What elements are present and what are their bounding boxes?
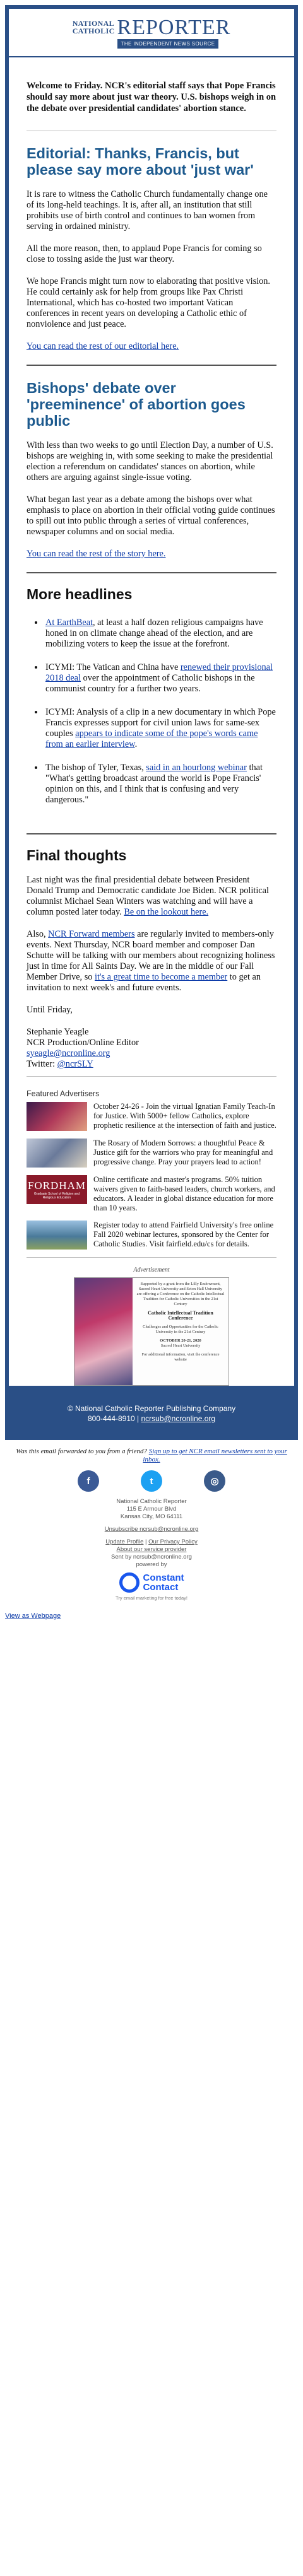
powered-by-text: powered by xyxy=(136,1561,167,1568)
headline-text: that "What's getting broadcast around the world is Pope Francis' opinion on this, and I think that is confusing and very dangerous." xyxy=(45,763,263,805)
headline-link[interactable]: renewed their provisional 2018 deal xyxy=(45,662,273,683)
cc-word-constant: Constant xyxy=(143,1572,184,1583)
bishops-p1: With less than two weeks to go until Election Day, a number of U.S. bishops are weighing in, with some seeking to make the presidential election a referendum on candidates' stances on abortion, while others are arguing against single-issue voting. xyxy=(27,440,273,483)
constant-contact-words xyxy=(143,1573,184,1592)
section-divider xyxy=(27,833,276,834)
facebook-icon[interactable]: f xyxy=(78,1470,99,1492)
editorial-p2: All the more reason, then, to applaud Pope Francis for coming so close to tossing aside the just war theory. xyxy=(27,243,262,264)
ad-image[interactable] xyxy=(27,1139,87,1168)
signature-role: NCR Production/Online Editor xyxy=(27,1038,139,1048)
signature-name: Stephanie Yeagle xyxy=(27,1027,89,1037)
ncr-logo[interactable] xyxy=(73,18,231,49)
org-name: National Catholic Reporter xyxy=(116,1498,187,1505)
signup-link[interactable]: Sign up to get NCR email newsletters sent to your inbox. xyxy=(143,1448,287,1463)
forward-text: Was this email forwarded to you from a friend? xyxy=(16,1448,149,1455)
logo-reporter: REPORTER xyxy=(117,16,231,39)
advertiser-item[interactable] xyxy=(27,1175,276,1213)
logo-national: NATIONAL xyxy=(72,19,114,28)
unsubscribe-link[interactable]: Unsubscribe ncrsub@ncronline.org xyxy=(104,1526,199,1533)
final-thoughts-p2-text: are regularly invited to members-only events. Next Thursday, NCR board member and composer Dan Schutte will be talking with our members about recognizing holiness just in time for All Saints Day. We are in the middle of our Fall Member Drive, so xyxy=(27,929,275,982)
headline-link[interactable]: appears to indicate some of the pope's words came from an earlier interview xyxy=(45,729,258,749)
forward-note xyxy=(13,1448,290,1464)
headline-text: ICYMI: Analysis of a clip in a new documentary in which Pope Francis expresses support for civil union laws for same-sex couples xyxy=(45,707,276,739)
more-headlines-title: More headlines xyxy=(27,586,133,602)
editorial-p3: We hope Francis might turn now to elaborating that positive vision. He could certainly ask for help from groups like Pax Christi International, which has co-hosted two important Vatican conferences in recent years on developing a Catholic ethic of nonviolence and just peace. xyxy=(27,276,270,329)
logo-catholic: CATHOLIC xyxy=(72,26,115,35)
final-thoughts-p2-text: Also, xyxy=(27,929,49,939)
signoff: Until Friday, xyxy=(27,1005,73,1015)
constant-contact-logo[interactable] xyxy=(0,1572,303,1593)
view-webpage-row xyxy=(5,1612,303,1620)
constant-contact-mark-icon xyxy=(119,1572,140,1593)
headline-item xyxy=(44,662,276,694)
fordham-word: FORDHAM xyxy=(27,1180,86,1191)
headline-text: . xyxy=(134,739,138,749)
update-profile-link[interactable]: Update Profile xyxy=(105,1538,144,1545)
poster-date: OCTOBER 20-21, 2020 xyxy=(160,1338,201,1343)
headline-item xyxy=(44,707,276,750)
link-separator: | xyxy=(143,1538,149,1545)
bishops-read-more-link[interactable]: You can read the rest of the story here. xyxy=(27,549,166,559)
headline-item xyxy=(44,618,276,650)
ad-text: October 24-26 - Join the virtual Ignatian Family Teach-In for Justice. With 5000+ fellow Catholics, explore prophetic resilience at the intersection of faith and justice. xyxy=(93,1102,276,1130)
logo-right xyxy=(117,18,231,49)
headline-text: ICYMI: The Vatican and China have xyxy=(45,662,181,672)
fordham-logo[interactable] xyxy=(27,1175,87,1204)
contact-line xyxy=(9,1414,294,1424)
ad-image[interactable] xyxy=(27,1221,87,1250)
headline-item xyxy=(44,763,276,805)
view-as-webpage-link[interactable]: View as Webpage xyxy=(5,1612,61,1620)
twitter-label: Twitter: xyxy=(27,1059,57,1069)
logo-left-text xyxy=(73,18,115,35)
headline-link[interactable]: At EarthBeat xyxy=(45,618,93,628)
lookout-link[interactable]: Be on the lookout here. xyxy=(124,907,209,917)
street-address: 115 E Armour Blvd xyxy=(126,1506,177,1513)
bishops-title[interactable]: Bishops' debate over 'preeminence' of abortion goes public xyxy=(27,380,246,429)
headlines-list xyxy=(27,614,276,821)
ad-text: Online certificate and master's programs. 50% tuition waivers given to faith-based leaders, church workers, and educators. A leader in global distance education for more than 10 years. xyxy=(93,1175,275,1212)
poster-text xyxy=(133,1278,229,1385)
intro-text: Welcome to Friday. NCR's editorial staff says that Pope Francis should say more about just war theory. U.S. bishops weigh in on the debate over presidential candidates' abortion stance. xyxy=(27,65,276,131)
phone-number: 800-444-8910 | xyxy=(87,1414,141,1423)
mailing-address xyxy=(0,1498,303,1569)
advertisement-poster[interactable] xyxy=(74,1277,229,1386)
newsletter-paper xyxy=(9,9,294,1386)
logo-tagline: THE INDEPENDENT NEWS SOURCE xyxy=(117,39,219,49)
publisher-footer xyxy=(9,1395,294,1432)
final-thoughts-title: Final thoughts xyxy=(27,847,127,864)
cc-word-contact: Contact xyxy=(143,1582,179,1593)
social-links xyxy=(0,1470,303,1492)
advertiser-item[interactable] xyxy=(27,1139,276,1168)
final-thoughts-p1 xyxy=(27,875,276,918)
headline-text: , at least a half dozen religious campaigns have honed in on climate change ahead of the election, and are mobilizing voters to keep the issue at the forefront. xyxy=(45,618,263,649)
ncr-forward-members-link[interactable]: NCR Forward members xyxy=(48,929,135,939)
headline-link[interactable]: said in an hourlong webinar xyxy=(146,763,247,773)
instagram-icon[interactable]: ◎ xyxy=(204,1470,225,1492)
poster-info: For additional information, visit the conference website xyxy=(141,1352,220,1362)
privacy-policy-link[interactable]: Our Privacy Policy xyxy=(148,1538,198,1545)
poster-venue: Sacred Heart University xyxy=(160,1344,201,1348)
poster-intro: Supported by a grant from the Lilly Endowment, Sacred Heart University and Seton Hall University are offering a Conference on the Catholic Intellectual Tradition for Catholic Universities in the 21st Century xyxy=(136,1282,225,1306)
featured-advertisers-title: Featured Advertisers xyxy=(27,1089,100,1098)
ad-text: The Rosary of Modern Sorrows: a thoughtful Peace & Justice gift for the warriors who pray for meaningful and progressive change. Pray your prayers lead to action! xyxy=(93,1139,273,1166)
twitter-handle-link[interactable]: @ncrSLY xyxy=(57,1059,93,1069)
copyright-text: © National Catholic Reporter Publishing Company xyxy=(67,1404,236,1413)
newsletter-frame xyxy=(5,5,298,1440)
final-thoughts-p2 xyxy=(27,929,276,993)
fordham-sub: Graduate School of Religion and Religious Education xyxy=(33,1192,80,1200)
sent-by-text: Sent by ncrsub@ncronline.org xyxy=(111,1554,192,1560)
editorial-title[interactable]: Editorial: Thanks, Francis, but please say more about 'just war' xyxy=(27,145,254,178)
twitter-icon[interactable]: t xyxy=(141,1470,162,1492)
about-provider-link[interactable]: About our service provider xyxy=(116,1546,187,1553)
editorial-read-more-link[interactable]: You can read the rest of our editorial here. xyxy=(27,341,179,351)
poster-art xyxy=(74,1278,133,1385)
poster-subtitle: Challenges and Opportunities for the Catholic University in the 21st Century xyxy=(143,1325,218,1334)
newsletter-content xyxy=(9,57,294,1386)
city-address: Kansas City, MO 64111 xyxy=(120,1513,183,1520)
section-divider xyxy=(27,1076,276,1077)
headline-text: The bishop of Tyler, Texas, xyxy=(45,763,146,773)
cc-tagline: Try email marketing for free today! xyxy=(116,1595,187,1601)
final-thoughts-p2-text: to get an invitation to next week's and future events. xyxy=(27,972,261,993)
headline-text: over the appointment of Catholic bishops in the communist country for a further two years. xyxy=(45,673,255,694)
section-divider xyxy=(27,365,276,366)
become-member-link[interactable]: it's a great time to become a member xyxy=(95,972,228,982)
editorial-p1: It is rare to witness the Catholic Church fundamentally change one of its long-held teachings. It is, after all, an institution that still prohibits use of birth control and continues to ban women from serving in ordained ministry. xyxy=(27,189,268,231)
advertiser-item[interactable] xyxy=(27,1221,276,1250)
advertiser-item[interactable] xyxy=(27,1102,276,1131)
section-divider xyxy=(27,1257,276,1258)
ad-text: Register today to attend Fairfield University's free online Fall 2020 webinar lectures, sponsored by the Center for Catholic Studies. Visit fairfield.edu/cs for details. xyxy=(93,1221,274,1248)
poster-title: Catholic Intellectual Tradition Conference xyxy=(148,1310,213,1321)
masthead xyxy=(9,9,294,57)
bishops-p2: What began last year as a debate among the bishops over what emphasis to place on abortion in their official voting guide continues to spill out into public through a series of virtual conferences, newspaper columns and on social media. xyxy=(27,495,275,537)
subscription-email-link[interactable]: ncrsub@ncronline.org xyxy=(141,1414,216,1423)
advertisement-label: Advertisement xyxy=(133,1267,170,1273)
section-divider xyxy=(27,572,276,573)
signature-email-link[interactable]: syeagle@ncronline.org xyxy=(27,1048,110,1058)
ad-image[interactable] xyxy=(27,1102,87,1131)
final-thoughts-p1-text: Last night was the final presidential debate between President Donald Trump and Democratic candidate Joe Biden. NCR political columnist Michael Sean Winters was watching and will have a column posted later today. xyxy=(27,875,269,917)
signature xyxy=(27,1027,276,1070)
